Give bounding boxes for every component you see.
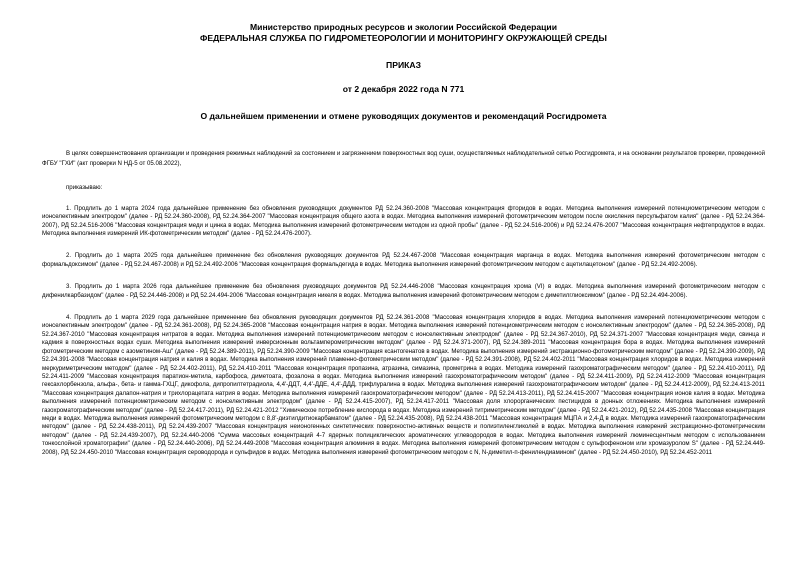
document-subject: О дальнейшем применении и отмене руководящих документов и рекомендаций Росгидромета [200,111,607,121]
order-item-4: 4. Продлить до 1 марта 2029 года дальнейшее применение без обновления руководящих документов РД 52.24.361-2008 "Массовая концентрация хлоридов в водах. Методика выполнения измерений потенциометрическим методом с ионселективным электродом" (далее - РД 52.24.361-2008), РД 52.24.365-2008 "Массовая концентрация натрия в водах. Методика выполнения измерений потенциометрическим методом с ионселективным электродом" (далее - РД 52.24.365-2008), РД 52.24.367-2010 "Массовая концентрация нитратов в водах. Методика выполнения измерений потенциометрическим методом с ионселективным электродом" (далее - РД 52.24.367-2010), РД 52.24.371-2007 "Массовая концентрация меди, свинца и кадмия в поверхностных водах суши. Методика выполнения измерений инверсионным вольтамперометрическим методом" (далее - РД 52.24.371-2007), РД 52.24.389-2011 "Массовая концентрация бора в водах. Методика выполнения измерений фотометрическим методом с азометином-Аш" (далее - РД 52.24.389-2011), РД 52.24.390-2009 "Массовая концентрация ксантогенатов в водах. Методика выполнения измерений экстракционно-фотометрическим методом" (далее - РД 52.24.390-2009), РД 52.24.391-2008 "Массовая концентрация натрия и калия в водах. Методика выполнения измерений пламенно-фотометрическим методом" (далее - РД 52.24.391-2008), РД 52.24.402-2011 "Массовая концентрация хлоридов в водах. Методика измерений меркуриметрическим методом" (далее - РД 52.24.402-2011), РД 52.24.410-2011 "Массовая концентрация пропазина, атразина, симазина, прометрина в водах. Методика измерений газохроматографическим методом" (далее - РД 52.24.410-2011), РД 52.24.411-2009 "Массовая концентрация паратион-метила, карбофоса, диметоата, фозалона в водах. Методика выполнения измерений газохроматографическим методом" (далее - РД 52.24.411-2009), РД 52.24.412-2009 "Массовая концентрация гексахлорбензола, альфа-, бета- и гамма-ГХЦГ, дикофола, дипропилтетрадиола, 4,4'-ДДТ, 4,4'-ДДЕ, 4,4'-ДДД, трифлуралина в водах. Методика выполнения измерений газохроматографическим методом" (далее - РД 52.24.412-2009), РД 52.24.413-2011 "Массовая концентрация далапон-натрия и трихлорацетата натрия в водах. Методика выполнения измерений газохроматографическим методом" (далее - РД 52.24.413-2011), РД 52.24.415-2007 "Массовая концентрация ионов калия в водах. Методика выполнения измерений потенциометрическим методом с ионселективным электродом" (далее - РД 52.24.415-2007), РД 52.24.417-2011 "Массовая доля хлорорганических пестицидов в донных отложениях. Методика выполнения измерений газохроматографическим методом" (далее - РД 52.24.417-2011), РД 52.24.421-2012 "Химическое потребление кислорода в водах. Методика измерений титриметрическим методом" (далее - РД 52.24.421-2012), РД 52.24.435-2008 "Массовая концентрация меди в водах. Методика выполнения измерений фотометрическим методом с 8,8'-диэтилдитиокарбаматом" (далее - РД 52.24.435-2008), РД 52.24.438-2011 "Массовая концентрация МЦПА и 2,4-Д в водах. Методика измерений газохроматографическим методом" (далее - РД 52.24.438-2011), РД 52.24.439-2007 "Массовая концентрация неионогенных синтетических поверхностно-активных веществ и полиэтиленгликолей в водах. Методика выполнения измерений экстракционно-фотометрическим методом" (далее - РД 52.24.439-2007), РД 52.24.440-2006 "Сумма массовых концентраций 4-7 ядерных полициклических ароматических углеводородов в водах. Методика выполнения измерений люминесцентным методом с использованием тонкослойной хроматографии" (далее - РД 52.24.440-2006), РД 52.24.449-2008 "Массовая концентрация алюминия в водах. Методика выполнения измерений фотометрическим методом с сульфофеноном или хромазуролом S" (далее - РД 52.24.449-2008), РД 52.24.450-2010 "Массовая концентрация сероводорода и сульфидов в водах. Методика выполнения измерений фотометрическим методом с N, N-диметил-п-фенилендиамином" (далее - РД 52.24.450-2010), РД 52.24.452-2011 [42,314,765,456]
order-item-3: 3. Продлить до 1 марта 2026 года дальнейшее применение без обновления руководящих документов РД 52.24.446-2008 "Массовая концентрация хрома (VI) в водах. Методика выполнения измерений фотометрическим методом с дифенилкарбазидом" (далее - РД 52.24.446-2008) и РД 52.24.494-2006 "Массовая концентрация никеля в водах. Методика выполнения измерений фотометрическим методом с диметилглиоксимом" (далее - РД 52.24.494-2006). [42,283,765,299]
order-item-1: 1. Продлить до 1 марта 2024 года дальнейшее применение без обновления руководящих документов РД 52.24.360-2008 "Массовая концентрация фторидов в водах. Методика выполнения измерений потенциометрическим методом с ионселективным электродом" (далее - РД 52.24.360-2008), РД 52.24.364-2007 "Массовая концентрация общего азота в водах. Методика выполнения измерений фотометрическим методом после окисления персульфатом калия" (далее - РД 52.24.364-2007), РД 52.24.516-2006 "Массовая концентрация меди и цинка в водах. Методика выполнения измерений фотометрическим методом из одной пробы" (далее - РД 52.24.516-2006) и РД 52.24.476-2007 "Массовая концентрация нефтепродуктов в водах. Методика выполнения измерений ИК-фотометрическим методом" (далее - РД 52.24.476-2007). [42,204,765,238]
ordered-line: приказываю: [66,183,103,191]
intro-paragraph: В целях совершенствования организации и проведения режимных наблюдений за состоянием и загрязнением поверхностных вод суши, осуществляемых наблюдательной сетью Росгидромета, и на основании результатов проверки, проведенной ФГБУ "ГХИ" (акт проверки N НД-5 от 05.08.2022), [42,150,765,168]
ministry-name: Министерство природных ресурсов и экологии Российской Федерации [250,22,557,32]
document-type: ПРИКАЗ [386,60,421,70]
service-name: ФЕДЕРАЛЬНАЯ СЛУЖБА ПО ГИДРОМЕТЕОРОЛОГИИ И МОНИТОРИНГУ ОКРУЖАЮЩЕЙ СРЕДЫ [200,33,607,43]
document-date: от 2 декабря 2022 года N 771 [342,84,465,94]
order-item-2: 2. Продлить до 1 марта 2025 года дальнейшее применение без обновления руководящих документов РД 52.24.467-2008 "Массовая концентрация марганца в водах. Методика выполнения измерений фотометрическим методом с формальдоксимом" (далее - РД 52.24.467-2008) и РД 52.24.492-2006 "Массовая концентрация формальдегида в водах. Методика выполнения измерений фотометрическим методом с ацетилацетоном" (далее - РД 52.24.492-2006). [42,252,765,268]
